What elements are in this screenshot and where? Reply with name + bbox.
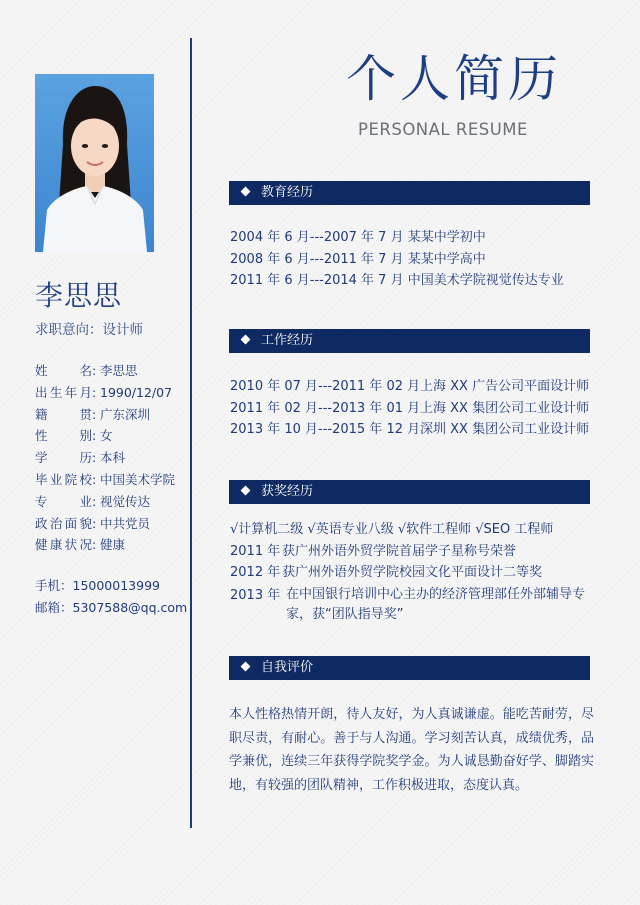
work-list	[230, 376, 589, 441]
phone: 手机：15000013999	[35, 578, 160, 593]
diamond-icon	[241, 662, 251, 672]
certificates: √计算机二级 √英语专业八级 √软件工程师 √SEO 工程师	[230, 522, 554, 537]
page-subtitle: PERSONAL RESUME	[358, 120, 528, 139]
info-row-birth: 出生年月 : 1990/12/07	[35, 384, 173, 400]
diamond-icon	[241, 486, 251, 496]
info-row-gender: 性别 : 女	[35, 428, 113, 444]
list-item: 2011 年 获广州外语外贸学院首届学子星称号荣誉	[230, 543, 517, 559]
candidate-name: 李思思	[35, 279, 123, 312]
personal-info-list	[35, 360, 195, 556]
list-item: 2004 年 6 月---2007 年 7 月 某某中学初中	[230, 230, 486, 245]
info-row-name: 姓名 : 李思思	[35, 363, 138, 378]
list-item: 2013 年 在中国银行培训中心主办的经济管理部任外部辅导专家，获“团队指导奖”	[230, 586, 586, 622]
info-row-political: 政治面貌 : 中共党员	[35, 515, 151, 531]
info-row-health: 健康状况 : 健康	[35, 537, 126, 553]
awards-list	[230, 519, 596, 625]
list-item: 2010 年 07 月---2011 年 02 月 上海 XX 广告公司平面设计师	[230, 379, 590, 394]
list-item: 2012 年 获广州外语外贸学院校园文化平面设计二等奖	[230, 565, 543, 580]
list-item: 2011 年 6 月---2014 年 7 月 中国美术学院视觉传达专业	[230, 273, 564, 288]
vertical-divider	[190, 38, 192, 828]
education-list	[230, 227, 564, 292]
section-header-awards: 获奖经历	[229, 480, 590, 504]
info-row-major: 专业 : 视觉传达	[35, 493, 151, 509]
section-header-self-eval: 自我评价	[229, 656, 590, 680]
profile-photo	[35, 74, 154, 252]
section-header-education: 教育经历	[229, 181, 590, 205]
diamond-icon	[241, 187, 251, 197]
list-item: 2008 年 6 月---2011 年 7 月 某某中学高中	[230, 251, 486, 267]
page-title: 个人简历	[346, 50, 562, 108]
list-item: 2011 年 02 月---2013 年 01 月 上海 XX 集团公司工业设计师	[230, 400, 590, 416]
self-evaluation-text: 本人性格热情开朗，待人友好，为人真诚谦虚。能吃苦耐劳，尽职尽责，有耐心。善于与人沟通。学习刻苦认真，成绩优秀，品学兼优，连续三年获得学院奖学金。为人诚恳勤奋好学、脚踏实地，有较强的团队精神，工作积极进取，态度认真。	[229, 707, 594, 793]
section-header-work: 工作经历	[229, 329, 590, 353]
contact-info	[35, 575, 187, 618]
info-row-school: 毕业院校 : 中国美术学院	[35, 471, 176, 487]
list-item: 2013 年 10 月---2015 年 12 月 深圳 XX 集团公司工业设计师	[230, 422, 590, 437]
info-row-hometown: 籍贯 : 广东深圳	[35, 406, 151, 422]
email: 邮箱：5307588@qq.com	[35, 599, 188, 615]
info-row-degree: 学历 : 本科	[35, 450, 126, 466]
job-intent: 求职意向：设计师	[35, 322, 143, 338]
diamond-icon	[241, 335, 251, 345]
